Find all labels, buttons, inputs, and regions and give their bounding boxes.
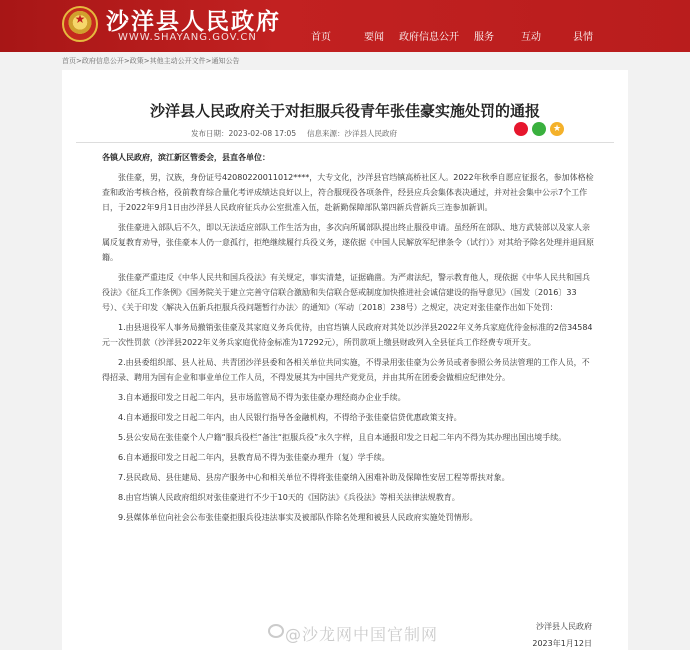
- penalty-item: 8.由官垱镇人民政府组织对张佳豪进行不少于10天的《国防法》《兵役法》等相关法律法规教育。: [118, 493, 460, 502]
- nav-news[interactable]: 要闻: [364, 32, 384, 43]
- article-title: 沙洋县人民政府关于对拒服兵役青年张佳豪实施处罚的通报: [149, 102, 540, 120]
- weibo-watermark-icon: [268, 624, 284, 638]
- publish-date-value: 2023-02-08 17:05: [228, 129, 297, 138]
- paragraph: 张佳豪，男，汉族，身份证号42080220011012****，大专文化，沙洋县官垱镇高桥社区人。2022年秋季自愿应征报名，参加体格检查和政治考核合格，役前教育综合量化考评成绩达良好以上，符合服现役各项条件，经县应兵会集体表决通过，并对社会集中公示7个工作日，于2022年9月1日由沙洋县人民政府征兵办公室批准入伍，赴新勤保障部队第四新兵营新兵三连参加新训。: [102, 173, 594, 212]
- weibo-icon[interactable]: [514, 122, 528, 136]
- paragraph: 张佳豪进入部队后不久，即以无法适应部队工作生活为由，多次向所属部队提出终止服役申请。虽经所在部队、地方武装部以及家人亲属反复教育劝导，张佳豪本人仍一意孤行，拒绝继续履行兵役义务，遂依据《中国人民解放军纪律条令（试行）》对其给予除名处理并退回原籍。: [102, 223, 594, 262]
- penalty-item: 3.自本通报印发之日起二年内，县市场监管局不得为张佳豪办理经商办企业手续。: [118, 393, 406, 402]
- info-source: [307, 128, 397, 139]
- publish-date: [191, 128, 296, 139]
- site-header: [0, 0, 690, 52]
- nav-gov-info[interactable]: 政府信息公开: [399, 32, 459, 43]
- watermark: @沙龙网中国官制网: [285, 625, 439, 644]
- salutation: 各镇人民政府，滨江新区管委会，县直各单位：: [102, 153, 270, 162]
- penalty-item: 1.由县退役军人事务局撤销张佳豪及其家庭义务兵优待，由官垱镇人民政府对其处以沙洋县2022年义务兵家庭优待金标准的2倍34584元一次性罚款（沙洋县2022年义务兵家庭优待金标准为17292元），所罚款项上缴县财政列入全县征兵工作经费专项开支。: [102, 323, 593, 347]
- nav-county-info[interactable]: 县情: [573, 32, 593, 43]
- breadcrumb[interactable]: 首页>政府信息公开>政策>其他主动公开文件>通知公告: [62, 57, 240, 65]
- source-value: 沙洋县人民政府: [344, 129, 397, 138]
- site-title[interactable]: 沙洋县人民政府: [106, 8, 281, 35]
- site-url: WWW.SHAYANG.GOV.CN: [118, 32, 257, 43]
- penalty-item: 9.县媒体单位向社会公布张佳豪拒服兵役违法事实及被部队作除名处理和被县人民政府实施处罚情形。: [118, 513, 478, 522]
- source-label: 信息来源：: [307, 129, 345, 138]
- national-emblem-icon: ★: [62, 6, 98, 42]
- sign-date: 2023年1月12日: [532, 639, 592, 648]
- penalty-item: 2.由县委组织部、县人社局、共青团沙洋县委和各相关单位共同实施，不得录用张佳豪为公务员或者参照公务员法管理的工作人员，不得招录、聘用为国有企业和事业单位工作人员，不得发展其为中国共产党党员，并由其所在团委会做相应纪律处分。: [102, 358, 590, 382]
- star-favorite-icon[interactable]: ★: [550, 122, 564, 136]
- publish-label: 发布日期：: [191, 129, 229, 138]
- article-card: [62, 70, 628, 650]
- penalty-item: 7.县民政局、县住建局、县房产服务中心和相关单位不得将张佳豪纳入困难补助及保障性安居工程等帮扶对象。: [118, 473, 510, 482]
- wechat-icon[interactable]: [532, 122, 546, 136]
- divider: [76, 142, 614, 143]
- penalty-item: 4.自本通报印发之日起二年内，由人民银行指导各金融机构，不得给予张佳豪信贷优惠政策支持。: [118, 413, 462, 422]
- penalty-item: 6.自本通报印发之日起二年内，县教育局不得为张佳豪办理升（复）学手续。: [118, 453, 390, 462]
- nav-service[interactable]: 服务: [474, 32, 494, 43]
- article-body: [102, 150, 596, 530]
- paragraph: 张佳豪严重违反《中华人民共和国兵役法》有关规定，事实清楚，证据确凿。为严肃法纪，警示教育他人，现依据《中华人民共和国兵役法》《征兵工作条例》《国务院关于建立完善守信联合激励和失信联合惩戒制度加快推进社会诚信建设的指导意见》（国发〔2016〕33号）、《关于印发〈解决入伍新兵拒服兵役问题暂行办法〉的通知》（军动〔2018〕238号）之规定，决定对张佳豪作出如下处罚：: [102, 273, 590, 312]
- sign-org: 沙洋县人民政府: [536, 622, 592, 631]
- penalty-item: 5.县公安局在张佳豪个人户籍“服兵役栏”备注“拒服兵役”永久字样，且自本通报印发之日起二年内不得为其办理出国出境手续。: [118, 433, 567, 442]
- nav-interaction[interactable]: 互动: [521, 32, 541, 43]
- nav-home[interactable]: 首页: [311, 32, 331, 43]
